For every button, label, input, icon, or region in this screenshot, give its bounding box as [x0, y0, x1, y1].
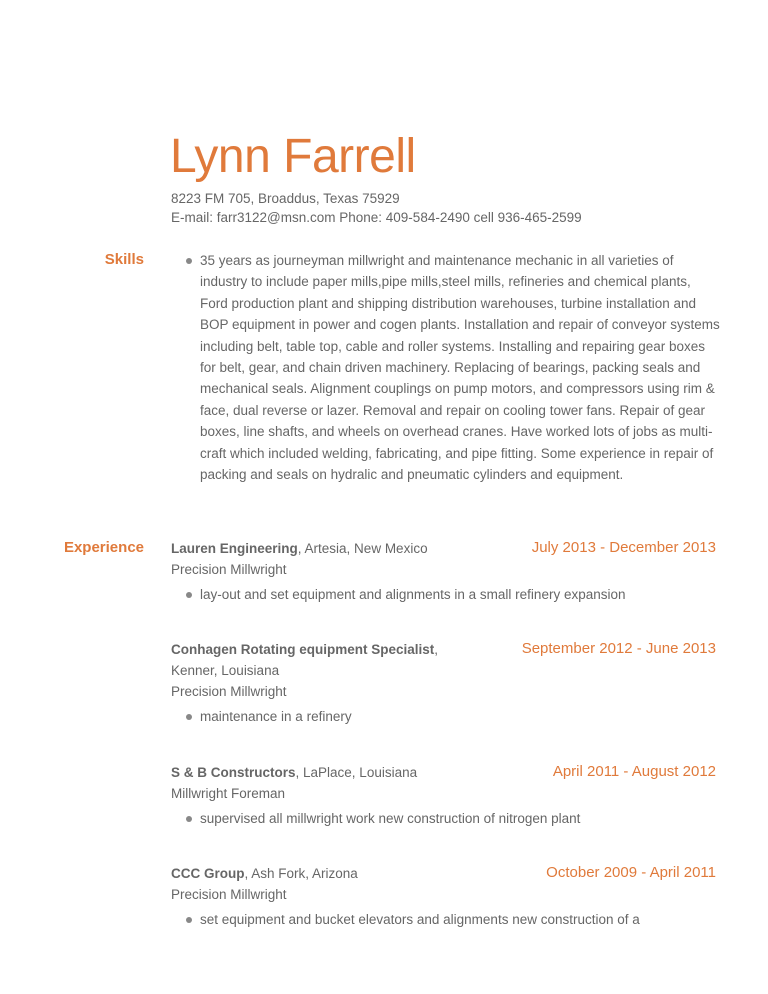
skills-item: 35 years as journeyman millwright and maintenance mechanic in all varieties of industry to include paper mills,pipe mills,steel mills, refineries and chemical plants, Ford production plant and shipping distribution warehouses, turbine installation and BOP equipment in power and cogen plants. Installation and repair of conveyor systems including belt, table top, cable and roller systems. Installing and repairing gear boxes for belt, gear, and chain driven machinery. Replacing of bearings, packing seals and mechanical seals. Alignment couplings on pump motors, and compressors using rim & face, dual reverse or lazer. Removal and repair on cooling tower fans. Repair of gear boxes, line shafts, and wheels on overhead cranes. Have worked lots of jobs as multi-craft which included welding, fabricating, and pipe fitting. Some experience in repair of packing and seals on hydralic and pneumatic cylinders and equipment.	[171, 250, 721, 485]
job-header	[171, 863, 716, 884]
job-header	[171, 538, 716, 559]
skills-list	[171, 250, 721, 485]
job-dates: September 2012 - June 2013	[521, 640, 716, 657]
job-dates: April 2011 - August 2012	[552, 763, 716, 780]
job-entry	[171, 762, 716, 829]
job-title: Precision Millwright	[171, 562, 287, 577]
job-entry	[171, 538, 716, 605]
job-title: Precision Millwright	[171, 684, 287, 699]
job-company-block	[171, 639, 471, 681]
job-company: CCC Group	[171, 866, 245, 881]
job-duty-item: lay-out and set equipment and alignments in a small refinery expansion	[171, 584, 721, 605]
job-company: S & B Constructors	[171, 765, 296, 780]
job-dates: October 2009 - April 2011	[546, 864, 716, 881]
experience-heading: Experience	[63, 539, 144, 556]
job-entry	[171, 639, 716, 727]
job-company: Lauren Engineering	[171, 541, 298, 556]
job-header	[171, 762, 716, 783]
job-duties	[171, 584, 721, 605]
job-duties	[171, 808, 721, 829]
job-dates: July 2013 - December 2013	[531, 539, 716, 556]
skills-heading: Skills	[104, 251, 144, 268]
job-location: , Ash Fork, Arizona	[244, 866, 358, 881]
job-duty-item: supervised all millwright work new construction of nitrogen plant	[171, 808, 721, 829]
job-header	[171, 639, 716, 681]
job-duties	[171, 706, 721, 727]
job-title: Millwright Foreman	[171, 786, 286, 801]
job-duty-item: set equipment and bucket elevators and alignments new construction of a	[171, 909, 721, 930]
job-company: Conhagen Rotating equipment Specialist	[171, 642, 435, 657]
job-duty-item: maintenance in a refinery	[171, 706, 721, 727]
candidate-name: Lynn Farrell	[170, 130, 416, 183]
job-location: , Artesia, New Mexico	[297, 541, 428, 556]
job-location: , LaPlace, Louisiana	[295, 765, 418, 780]
job-title: Precision Millwright	[171, 887, 287, 902]
contact-line: E-mail: farr3122@msn.com Phone: 409-584-2490 cell 936-465-2599	[171, 210, 582, 225]
job-location: , Kenner, Louisiana	[171, 642, 439, 678]
job-entry	[171, 863, 716, 930]
address-line: 8223 FM 705, Broaddus, Texas 75929	[171, 191, 400, 206]
job-duties	[171, 909, 721, 930]
